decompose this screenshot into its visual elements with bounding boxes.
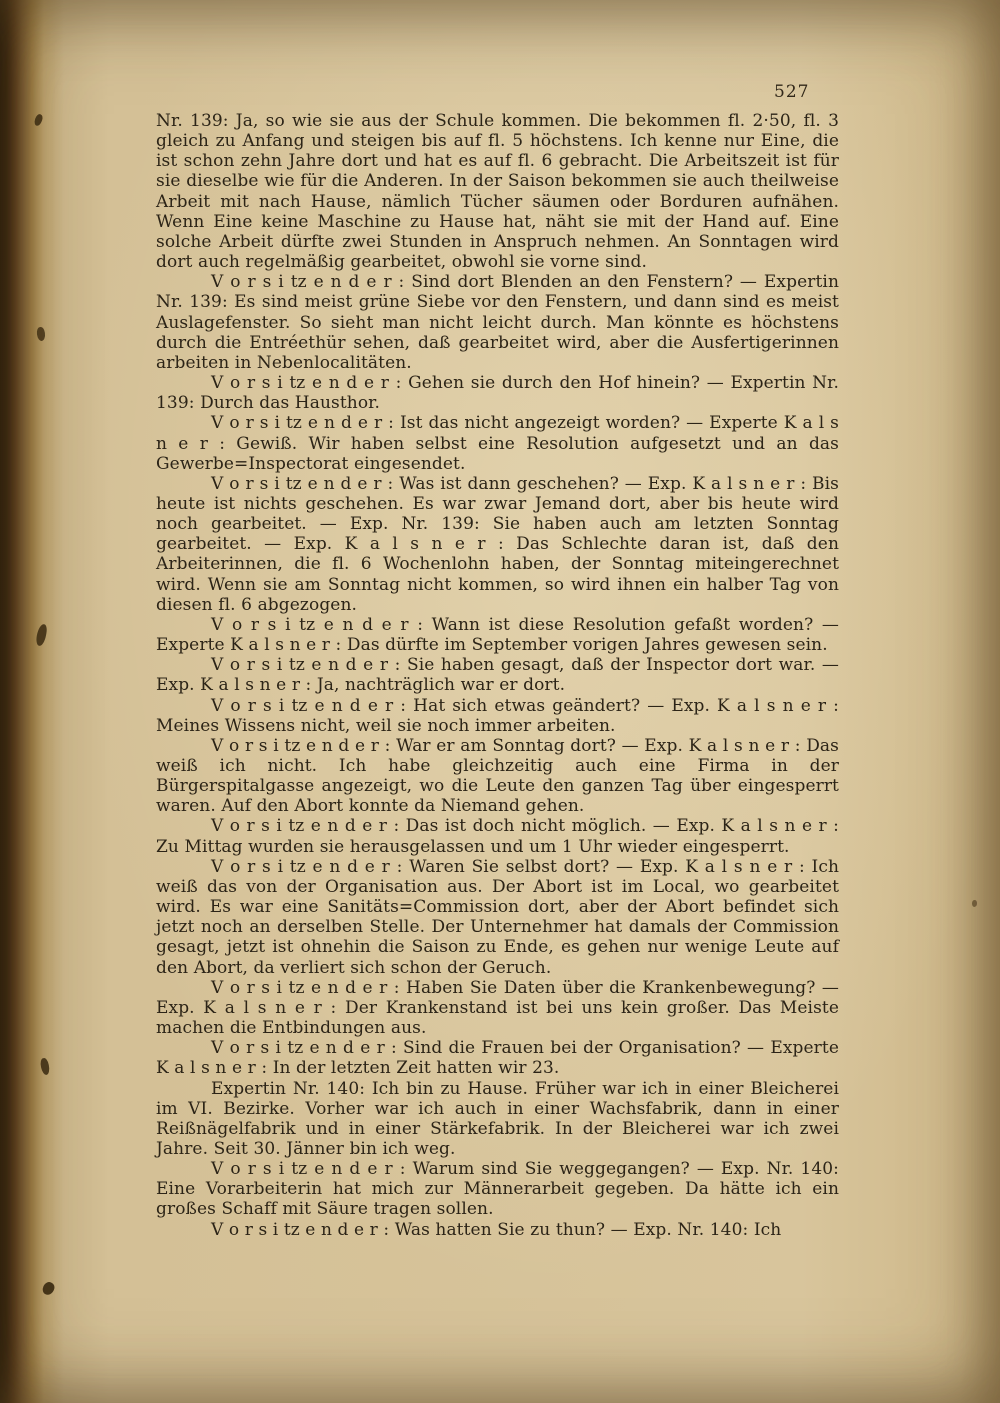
paragraph: V o r s i tz e n d e r : Sind die Frauen bei der Organisation? — Experte K a l s n e r : In der letzten Zeit hatten wir 23. xyxy=(156,1038,839,1079)
book-binding-edge xyxy=(0,0,64,1403)
page-number: 527 xyxy=(774,82,810,102)
paragraph: V o r s i tz e n d e r : Haben Sie Daten über die Krankenbewegung? — Exp. K a l s n e r : Der Krankenstand ist bei uns kein großer. Das Meiste machen die Entbindungen aus. xyxy=(156,977,839,1039)
paragraph: V o r s i tz e n d e r : Waren Sie selbst dort? — Exp. K a l s n e r : Ich weiß das von der Organisation aus. Der Abort ist im Local, wo gearbeitet wird. Es war eine Sanitäts=Commission dort, aber der Abort befindet sich jetzt noch an derselben Stelle. Der Unternehmer hat damals der Commission gesagt, jetzt ist ohnehin die Saison zu Ende, es gehen nur wenige Leute auf den Abort, da verliert sich schon der Geruch. xyxy=(156,856,839,978)
ink-speck xyxy=(41,1280,56,1296)
ink-speck xyxy=(39,1057,50,1075)
paragraph: V o r s i tz e n d e r : Warum sind Sie weggegangen? — Exp. Nr. 140: Eine Vorarbeiterin hat mich zur Männerarbeit gegeben. Da hätte ich ein großes Schaff mit Säure tragen sollen. xyxy=(156,1159,839,1220)
paragraph: V o r s i tz e n d e r : Ist das nicht angezeigt worden? — Experte K a l s n e r : Gewiß. Wir haben selbst eine Resolution aufgesetzt und an das Gewerbe=Inspectorat eingesendet. xyxy=(156,413,839,474)
paragraph: V o r s i tz e n d e r : Das ist doch nicht möglich. — Exp. K a l s n e r : Zu Mittag wurden sie herausgelassen und um 1 Uhr wieder eingesperrt. xyxy=(156,816,839,857)
ink-speck xyxy=(33,113,43,127)
paragraph: Expertin Nr. 140: Ich bin zu Hause. Früher war ich in einer Bleicherei im VI. Bezirke. Vorher war ich auch in einer Wachsfabrik, dann in einer Reißnägelfabrik und in einer Stärkefabrik. In der Bleicherei war ich zwei Jahre. Seit 30. Jänner bin ich weg. xyxy=(156,1078,839,1159)
paragraph: V o r s i tz e n d e r : Wann ist diese Resolution gefaßt worden? — Experte K a l s n e r : Das dürfte im September vorigen Jahres gewesen sein. xyxy=(156,614,839,656)
ink-speck xyxy=(36,327,46,342)
paragraph: V o r s i tz e n d e r : Gehen sie durch den Hof hinein? — Expertin Nr. 139: Durch das Hausthor. xyxy=(156,373,839,414)
ink-speck xyxy=(35,623,48,646)
paragraph: V o r s i tz e n d e r : Hat sich etwas geändert? — Exp. K a l s n e r : Meines Wissens nicht, weil sie noch immer arbeiten. xyxy=(156,695,839,736)
paragraph: V o r s i tz e n d e r : Was ist dann geschehen? — Exp. K a l s n e r : Bis heute ist nichts geschehen. Es war zwar Jemand dort, aber bis heute wird noch gearbeitet. — Exp. Nr. 139: Sie haben auch am letzten Sonntag gearbeitet. — Exp. K a l s n e r : Das Schlechte daran ist, daß den Arbeiterinnen, die fl. 6 Wochenlohn haben, der Sonntag miteingerechnet wird. Wenn sie am Sonntag nicht kommen, so wird ihnen ein halber Tag von diesen fl. 6 abgezogen. xyxy=(156,473,839,615)
paragraph: V o r s i tz e n d e r : Sind dort Blenden an den Fenstern? — Expertin Nr. 139: Es sind meist grüne Siebe vor den Fenstern, und dann sind es meist Auslagefenster. So sieht man nicht leicht durch. Man könnte es höchstens durch die Entréethür sehen, daß gearbeitet wird, aber die Ausfertigerinnen arbeiten in Nebenlocalitäten. xyxy=(156,272,839,373)
page-text xyxy=(156,111,839,1240)
paragraph: Nr. 139: Ja, so wie sie aus der Schule kommen. Die bekommen fl. 2·50, fl. 3 gleich zu Anfang und steigen bis auf fl. 5 höchstens. Ich kenne nur Eine, die ist schon zehn Jahre dort und hat es auf fl. 6 gebracht. Die Arbeitszeit ist für sie dieselbe wie für die Anderen. In der Saison bekommen sie auch theilweise Arbeit mit nach Hause, nämlich Tücher säumen oder Borduren aufnähen. Wenn Eine keine Maschine zu Hause hat, näht sie mit der Hand auf. Eine solche Arbeit dürfte zwei Stunden in Anspruch nehmen. An Sonntagen wird dort auch regelmäßig gearbeitet, obwohl sie vorne sind. xyxy=(156,111,839,273)
ink-speck xyxy=(972,900,977,907)
paragraph: V o r s i tz e n d e r : War er am Sonntag dort? — Exp. K a l s n e r : Das weiß ich nicht. Ich habe gleichzeitig auch eine Firma in der Bürgerspitalgasse angezeigt, wo die Leute den ganzen Tag über eingesperrt waren. Auf den Abort konnte da Niemand gehen. xyxy=(156,735,839,817)
paragraph: V o r s i tz e n d e r : Was hatten Sie zu thun? — Exp. Nr. 140: Ich xyxy=(211,1219,782,1240)
paragraph: V o r s i tz e n d e r : Sie haben gesagt, daß der Inspector dort war. — Exp. K a l s n e r : Ja, nachträglich war er dort. xyxy=(156,655,839,696)
